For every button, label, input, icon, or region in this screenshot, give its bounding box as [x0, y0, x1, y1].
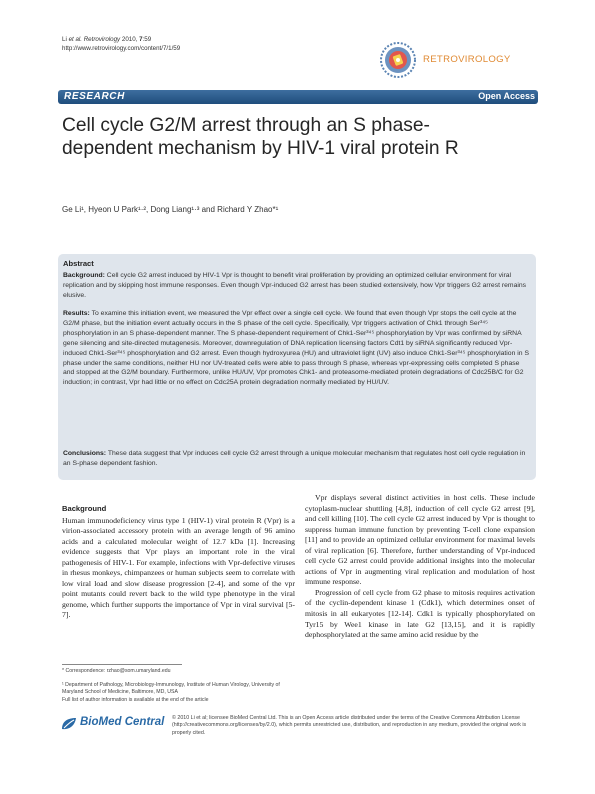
body-paragraph: Vpr displays several distinct activities in host cells. These include cytoplasm-nuclear shuttling [4,8], induction of cell cycle G2 arrest [9], and cell killing [10]. The cell cycle G2 arrest induced by Vpr is thought to suppress human immune function by preventing T-cell clone expansion [11] and to provide an optimized cellular environment for maximal levels of viral replication [6]. Therefore, further understanding of Vpr-induced cell cycle G2 arrest could provide additional insights into the molecular actions of Vpr in augmenting viral replication and modulation of host immune response.: [305, 493, 535, 587]
body-left-column: [62, 504, 295, 621]
abstract-results-label: Results:: [63, 310, 90, 317]
publisher-name: BioMed Central: [80, 716, 165, 728]
article-authors: Ge Li¹, Hyeon U Park¹·², Dong Liang¹·³ and Richard Y Zhao*¹: [62, 205, 279, 214]
citation-journal: et al. Retrovirology: [68, 36, 121, 43]
retrovirology-virus-logo: [376, 40, 420, 80]
affiliation-note: ¹ Department of Pathology, Microbiology-Immunology, Institute of Human Virology, University of Maryland School of Medicine, Baltimore, MD, USA: [62, 682, 280, 696]
biomed-central-logo: [60, 716, 78, 732]
journal-citation: [62, 36, 180, 53]
journal-url[interactable]: http://www.retrovirology.com/content/7/1/59: [62, 44, 181, 52]
body-paragraph: Human immunodeficiency virus type 1 (HIV-1) viral protein R (Vpr) is a virion-associated accessory protein with an average length of 96 amino acids and a calculated molecular weight of 12.7 kDa [1]. Increasing evidence suggests that Vpr plays an important role in the viral pathogenesis of HIV-1. For example, infections with Vpr-defective viruses in rhesus monkeys, chimpanzees or human subjects seem to correlate with low viral load and slow disease progression [2-4], and some of the vpr point mutants could revert back to the wild type phenotype in the viral genome, which further supports the importance of Vpr in viral survival [5-7].: [62, 515, 295, 620]
citation-year: 2010,: [120, 36, 140, 43]
license-text: © 2010 Li et al; licensee BioMed Central Ltd. This is an Open Access article distributed under the terms of the Creative Commons Attribution License (http://creativecommons.org/licenses/by/2.0), which permits unrestricted use, distribution, and reproduction in any medium, provided the original work is properly cited.: [172, 715, 527, 736]
abstract-background-text: Cell cycle G2 arrest induced by HIV-1 Vpr is thought to benefit viral proliferation by providing an optimized cellular environment for viral replication and by skipping host immune responses. Even though Vpr-induced G2 arrest has been studied extensively, how Vpr triggers G2 arrest remains elusive.: [63, 272, 527, 299]
correspondence-note: * Correspondence: rzhao@som.umaryland.edu: [62, 668, 171, 674]
abstract-conclusions-text: These data suggest that Vpr induces cell cycle G2 arrest through a unique molecular mechanism that regulates host cell cycle regulation in an S-phase dependent fashion.: [63, 450, 526, 467]
author-info-note: Full list of author information is available at the end of the article: [62, 697, 209, 703]
article-title: Cell cycle G2/M arrest through an S phase-dependent mechanism by HIV-1 viral protein R: [62, 115, 459, 159]
body-right-column: [305, 493, 535, 641]
citation-authors: Li: [62, 36, 67, 43]
footnote-divider: [62, 664, 182, 665]
citation-article: :59: [142, 36, 152, 43]
abstract-results-text: To examine this initiation event, we measured the Vpr effect over a single cell cycle. We found that even though Vpr stops the cell cycle at the G2/M phase, but the initiation event actually occurs in the S phase of the cell cycle. Specifically, Vpr triggers activation of Chk1 through Ser³⁴⁵ phosphorylation in an S phase-dependent manner. The S phase-dependent requirement of Chk1-Ser³⁴⁵ phosphorylation by Vpr was confirmed by siRNA gene silencing and site-directed mutagenesis. Moreover, downregulation of DNA replication licensing factors Cdt1 by siRNA significantly reduced Vpr-induced Chk1-Ser³⁴⁵ phosphorylation and G2 arrest. Even though hydroxyurea (HU) and ultraviolet light (UV) also induce Chk1-Ser³⁴⁵ phosphorylation in S phase under the same conditions, neither HU nor UV-treated cells were able to pass through S phase, whereas vpr-expressing cells completed S phase and stopped at the G2/M boundary. Furthermore, unlike HU/UV, Vpr promotes Chk1- and proteasome-mediated protein degradations of Cdc25B/C for G2 induction; in contrast, Vpr had little or no effect on Cdc25A protein degradation normally mediated by HU/UV.: [63, 310, 529, 387]
abstract-heading: Abstract: [63, 259, 94, 268]
abstract-conclusions-label: Conclusions:: [63, 450, 107, 457]
abstract-conclusions: [63, 449, 530, 469]
abstract-background: [63, 271, 530, 301]
section-label: RESEARCH: [64, 91, 125, 102]
section-banner: [58, 90, 538, 104]
citation-volume: 7: [139, 36, 143, 43]
body-paragraph: Progression of cell cycle from G2 phase to mitosis requires activation of the cyclin-dependent kinase 1 (Cdk1), which determines onset of mitosis in all eukaryotes [12-14]. Cdk1 is typically phosphorylated on Tyr15 by Wee1 kinase in late G2 [13,15], and it is rapidly dephosphorylated at the same amino acid residue by the: [305, 587, 535, 640]
open-access-label: Open Access: [478, 91, 535, 101]
abstract-background-label: Background:: [63, 272, 105, 279]
background-heading: Background: [62, 504, 107, 513]
abstract-results: [63, 309, 530, 388]
journal-logo-text: RETROVIROLOGY: [423, 54, 511, 65]
